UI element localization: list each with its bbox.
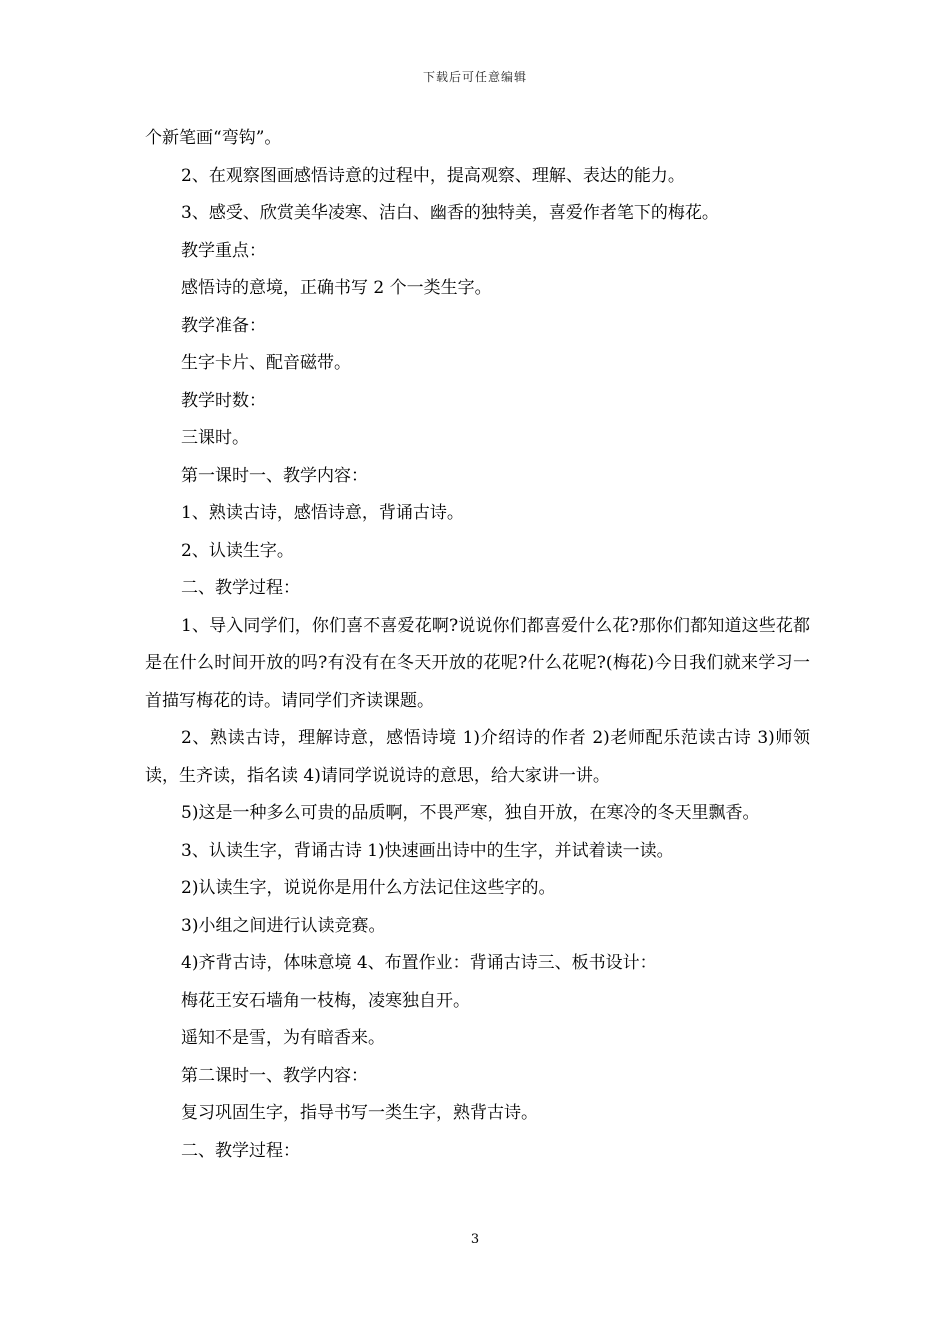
document-body [145, 120, 810, 1170]
paragraph: 3、认读生字，背诵古诗 1)快速画出诗中的生字，并试着读一读。 [181, 840, 674, 861]
paragraph: 教学重点： [181, 240, 266, 261]
paragraph: 教学准备： [181, 315, 266, 336]
paragraph: 感悟诗的意境，正确书写 2 个一类生字。 [181, 278, 492, 298]
paragraph: 复习巩固生字，指导书写一类生字，熟背古诗。 [181, 1103, 538, 1123]
paragraph: 二、教学过程： [181, 578, 300, 598]
page-header: 下载后可任意编辑 [422, 70, 527, 84]
paragraph: 2、认读生字。 [181, 540, 294, 561]
paragraph: 个新笔画“弯钩”。 [145, 128, 282, 148]
paragraph: 4)齐背古诗，体味意境 4、布置作业：背诵古诗三、板书设计： [181, 953, 657, 973]
paragraph: 2、在观察图画感悟诗意的过程中，提高观察、理解、表达的能力。 [181, 165, 685, 186]
paragraph: 二、教学过程： [181, 1140, 300, 1161]
paragraph: 第二课时一、教学内容： [181, 1065, 368, 1086]
paragraph: 5)这是一种多么可贵的品质啊，不畏严寒，独自开放，在寒冷的冬天里飘香。 [181, 803, 760, 823]
paragraph: 遥知不是雪，为有暗香来。 [181, 1028, 385, 1048]
paragraph: 生字卡片、配音磁带。 [181, 353, 351, 373]
page-number: 3 [470, 1232, 480, 1247]
paragraph: 3、感受、欣赏美华凌寒、洁白、幽香的独特美，喜爱作者笔下的梅花。 [181, 203, 719, 223]
paragraph: 梅花王安石墙角一枝梅，凌寒独自开。 [181, 990, 470, 1011]
paragraph: 2、熟读古诗，理解诗意，感悟诗境 1)介绍诗的作者 2)老师配乐范读古诗 3)师领读，生齐读，指名读 4)请同学说说诗的意思，给大家讲一讲。 [145, 728, 810, 786]
paragraph: 2)认读生字，说说你是用什么方法记住这些字的。 [181, 878, 556, 898]
paragraph: 3)小组之间进行认读竞赛。 [181, 915, 386, 936]
paragraph: 第一课时一、教学内容： [181, 465, 368, 486]
paragraph: 1、熟读古诗，感悟诗意，背诵古诗。 [181, 503, 464, 523]
paragraph: 1、导入同学们，你们喜不喜爱花啊?说说你们都喜爱什么花?那你们都知道这些花都是在什么时间开放的吗?有没有在冬天开放的花呢?什么花呢?(梅花)今日我们就来学习一首描写梅花的诗。请同学们齐读课题。 [145, 615, 810, 711]
paragraph: 教学时数： [181, 390, 266, 411]
paragraph: 三课时。 [181, 428, 249, 448]
